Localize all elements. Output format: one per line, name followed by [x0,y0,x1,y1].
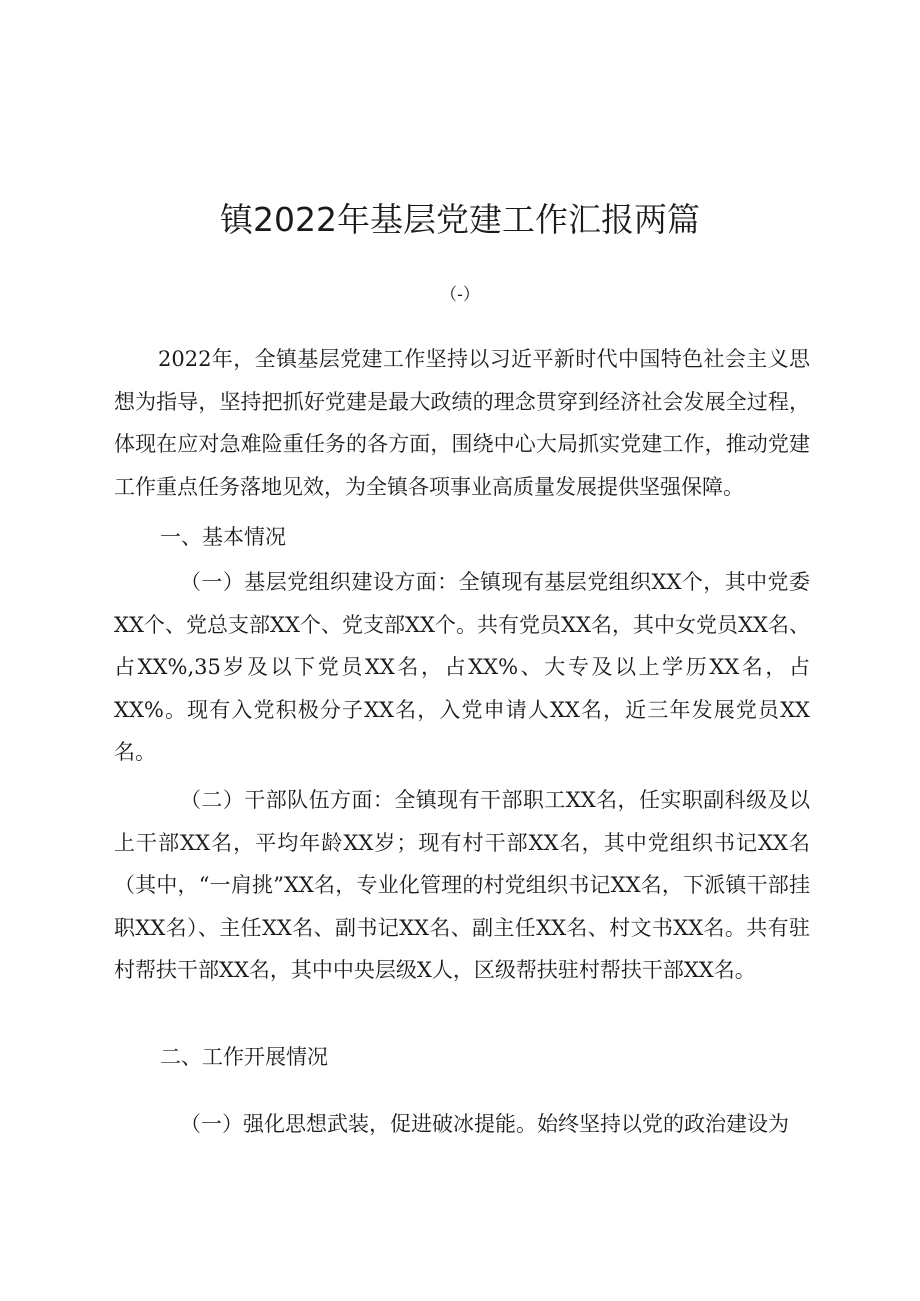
paragraph-party-organization: （一）基层党组织建设方面：全镇现有基层党组织XX个，其中党委XX个、党总支部XX个、党支部XX个。共有党员XX名，其中女党员XX名、占XX%,35岁及以下党员XX名，占XX%、大专及以上学历XX名，占XX%。现有入党积极分子XX名，入党申请人XX名，近三年发展党员XX名。 [114,570,810,764]
section-heading-basic: 一、基本情况 [160,525,286,549]
paragraph-ideology: （一）强化思想武装，促进破冰提能。始终坚持以党的政治建设为 [180,1112,789,1136]
part-label: （-） [440,285,480,305]
section-heading-work: 二、工作开展情况 [160,1045,328,1069]
paragraph-cadre-team: （二）干部队伍方面：全镇现有干部职工XX名，任实职副科级及以上干部XX名，平均年龄XX岁；现有村干部XX名，其中党组织书记XX名（其中，“一肩挑”XX名，专业化管理的村党组织书记XX名，下派镇干部挂职XX名）、主任XX名、副书记XX名、副主任XX名、村文书XX名。共有驻村帮扶干部XX名，其中中央层级X人，区级帮扶驻村帮扶干部XX名。 [114,788,810,982]
intro-paragraph: 2022年，全镇基层党建工作坚持以习近平新时代中国特色社会主义思想为指导，坚持把抓好党建是最大政绩的理念贯穿到经济社会发展全过程，体现在应对急难险重任务的各方面，围绕中心大局抓实党建工作，推动党建工作重点任务落地见效，为全镇各项事业高质量发展提供坚强保障。 [114,347,810,499]
document-title: 镇2022年基层党建工作汇报两篇 [220,200,700,239]
